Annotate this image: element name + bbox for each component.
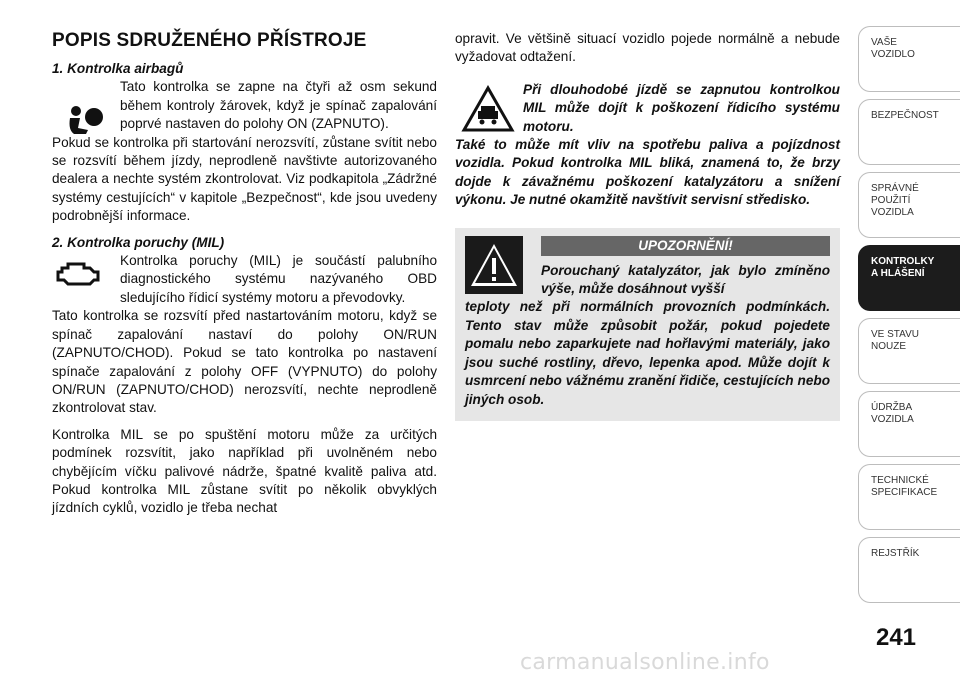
airbag-icon (64, 104, 104, 138)
warning-box (455, 228, 840, 421)
tab-label: TECHNICKÉ SPECIFIKACE (871, 475, 938, 498)
tab-label: SPRÁVNÉ POUŽITÍ VOZIDLA (871, 183, 919, 218)
tab-label: VE STAVU NOUZE (871, 329, 919, 352)
right-column (455, 30, 840, 421)
tab-label: KONTROLKY A HLÁŠENÍ (871, 256, 935, 279)
engine-icon (54, 258, 102, 290)
page-title: POPIS SDRUŽENÉHO PŘÍSTROJE (52, 30, 367, 51)
tab-label: ÚDRŽBA VOZIDLA (871, 402, 914, 425)
item1-continuation: Pokud se kontrolka při startování nerozsvítí, zůstane svítit nebo se rozsvítí během jízdy, neprodleně navštivte autorizovaného dealera a nechte systém zkontrolovat. Viz podkapitola „Zádržné systémy cestujících“ v kapitole „Bezpečnost“, kde jsou uvedeny podrobnější informace. (52, 134, 437, 224)
caution-continuation: Také to může mít vliv na spotřebu paliva a pojízdnost vozidla. Pokud kontrolka MIL bliká, znamená to, že brzy dojde k závažnému poškození katalyzátoru a snížení výkonu. Je nutné okamžitě navštívit servisní středisko. (455, 137, 840, 208)
tab-vase-vozidlo[interactable] (858, 26, 960, 92)
item1-body (52, 78, 437, 225)
warning-triangle-icon (465, 236, 523, 294)
item1-indented-text: Tato kontrolka se zapne na čtyři až osm sekund během kontroly žárovek, když je spínač zapalování poprvé nastaven do polohy ON (ZAPNUTO). (120, 79, 437, 132)
tab-udrzba[interactable] (858, 391, 960, 457)
warning-heading: UPOZORNĚNÍ! (541, 236, 830, 256)
warning-indented-text: Porouchaný katalyzátor, jak bylo zmíněno výše, může dosáhnout vyšší (541, 262, 830, 297)
tab-technicke[interactable] (858, 464, 960, 530)
tab-bezpecnost[interactable] (858, 99, 960, 165)
item2-continuation: Tato kontrolka se rozsvítí před nastartováním motoru, když se spínač zapalování nastaví do polohy ON/RUN (ZAPNUTO/CHOD). Pokud se tato kontrolka po nastavení spínače zapalování z polohy OFF (VYPNUTO) do polohy ON/RUN (ZAPNUTO/CHOD) nerozsvítí, nechte neprodleně zkontrolovat stav. (52, 308, 437, 416)
item2-body (52, 252, 437, 418)
item1-heading: 1. Kontrolka airbagů (52, 61, 184, 76)
tab-spravne-pouziti[interactable] (858, 172, 960, 238)
tab-kontrolky[interactable] (858, 245, 960, 311)
warning-continuation: teploty než při normálních provozních podmínkách. Tento stav může způsobit požár, pokud pojedete pomalu nebo zaparkujete nad hořlavými materiály, jako jsou suché rostliny, dřevo, lepenka apod. Může dojít k usmrcení nebo vážnému zranění řidiče, cestujících nebo jiných osob. (465, 299, 830, 407)
tab-label: REJSTŘÍK (871, 548, 920, 559)
watermark: carmanualsonline.info (520, 650, 770, 675)
chapter-tabs (858, 26, 960, 610)
item2-indented-text: Kontrolka poruchy (MIL) je součástí palubního diagnostického systému nazývaného OBD sledujícího řídicí systémy motoru a převodovky. (120, 253, 437, 305)
page-number: 241 (875, 624, 917, 651)
warning-car-icon (461, 85, 515, 133)
tab-label: BEZPEČNOST (871, 110, 939, 121)
caution-indented-text: Při dlouhodobé jízdě se zapnutou kontrolkou MIL může dojít k poškození řídicího systému motoru. (523, 81, 840, 134)
tab-ve-stavu-nouze[interactable] (858, 318, 960, 384)
item2-paragraph2: Kontrolka MIL se po spuštění motoru může za určitých podmínek rozsvítit, jako například při uvolněném nebo chybějícím víčku palivové nádrže, špatné kvalitě paliva atd. Pokud kontrolka MIL zůstane svítit po několik obvyklých jízdních cyklů, vozidlo je třeba nechat (52, 426, 437, 516)
tab-label: VAŠE VOZIDLO (871, 37, 915, 60)
caution-block (455, 81, 840, 210)
item2-heading: 2. Kontrolka poruchy (MIL) (52, 234, 225, 250)
warning-icon-box (465, 236, 523, 294)
item2-col2-start: opravit. Ve většině situací vozidlo pojede normálně a nebude vyžadovat odtažení. (455, 31, 840, 65)
tab-rejstrik[interactable] (858, 537, 960, 603)
left-column (52, 30, 437, 518)
